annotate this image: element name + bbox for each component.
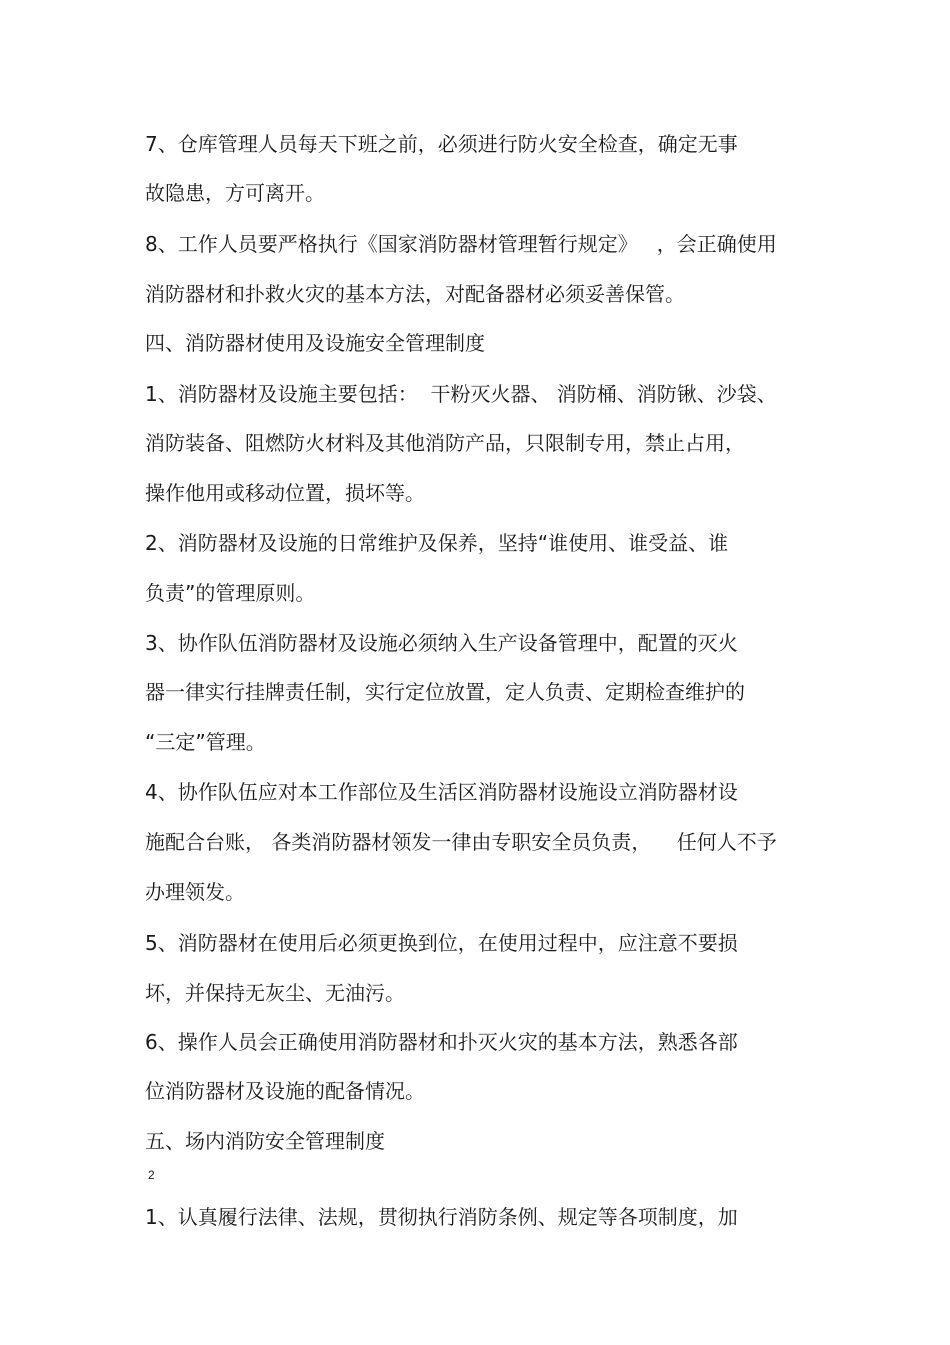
text-line: 故隐患，方可离开。 [145, 181, 325, 205]
text-line: 2、消防器材及设施的日常维护及保养，坚持“谁使用、谁受益、谁 [145, 531, 729, 555]
text-line: 消防装备、阻燃防火材料及其他消防产品，只限制专用，禁止占用， [145, 431, 745, 455]
text-line: 坏，并保持无灰尘、无油污。 [145, 981, 405, 1005]
text-line: 5、消防器材在使用后必须更换到位，在使用过程中，应注意不要损 [145, 931, 738, 955]
text-line: 8、工作人员要严格执行《国家消防器材管理暂行规定》 ，会正确使用 [145, 232, 777, 256]
page-number: 2 [148, 1168, 155, 1182]
text-line: 消防器材和扑救火灾的基本方法，对配备器材必须妥善保管。 [145, 282, 685, 306]
text-line: 6、操作人员会正确使用消防器材和扑灭火灾的基本方法，熟悉各部 [145, 1030, 738, 1054]
section-heading: 五、场内消防安全管理制度 [145, 1129, 385, 1153]
text-line: 3、协作队伍消防器材及设施必须纳入生产设备管理中，配置的灭火 [145, 631, 738, 655]
text-line: 1、认真履行法律、法规，贯彻执行消防条例、规定等各项制度，加 [145, 1205, 738, 1229]
text-line: 办理领发。 [145, 880, 245, 904]
section-heading: 四、消防器材使用及设施安全管理制度 [145, 331, 485, 355]
text-line: 4、协作队伍应对本工作部位及生活区消防器材设施设立消防器材设 [145, 780, 738, 804]
text-line: “三定”管理。 [145, 730, 266, 754]
text-line: 7、仓库管理人员每天下班之前，必须进行防火安全检查，确定无事 [145, 132, 738, 156]
text-line: 施配合台账， 各类消防器材领发一律由专职安全员负责， 任何人不予 [145, 830, 777, 854]
text-line: 负责”的管理原则。 [145, 581, 316, 605]
text-line: 操作他用或移动位置，损坏等。 [145, 481, 425, 505]
text-line: 位消防器材及设施的配备情况。 [145, 1079, 425, 1103]
text-line: 器一律实行挂牌责任制，实行定位放置，定人负责、定期检查维护的 [145, 680, 745, 704]
text-line: 1、消防器材及设施主要包括： 干粉灭火器、 消防桶、消防锹、沙袋、 [145, 382, 777, 406]
